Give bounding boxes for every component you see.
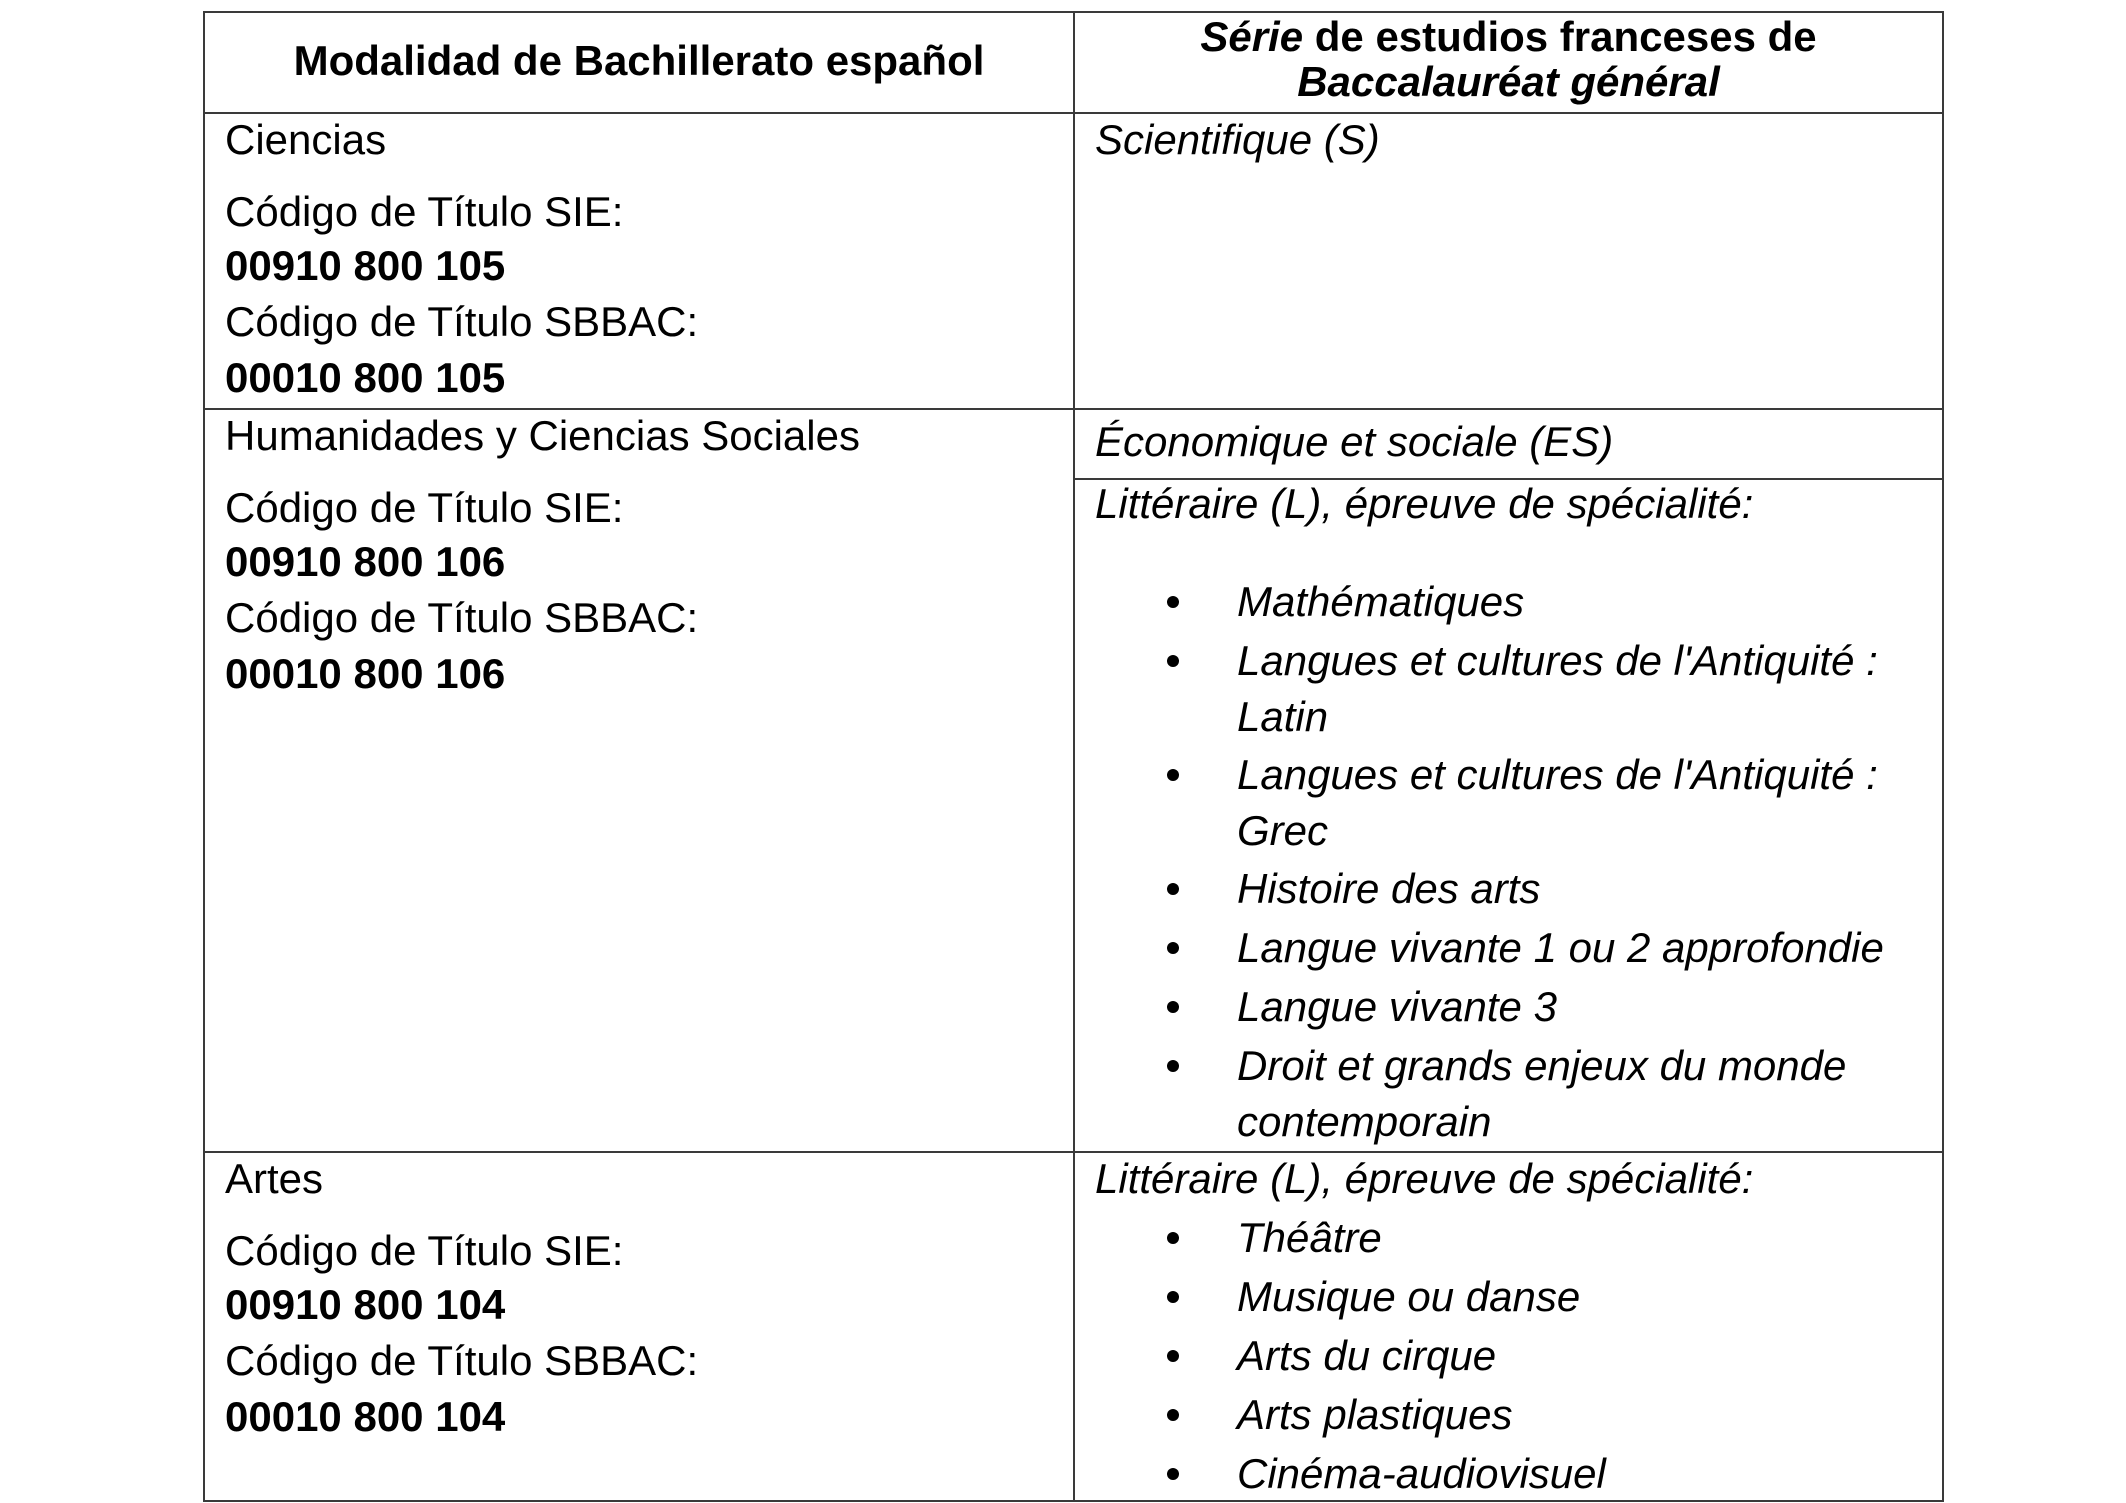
sbbac-label: Código de Título SBBAC: [225,594,699,641]
bullet-icon [1167,1409,1179,1421]
sie-code: 00910 800 105 [225,242,506,289]
series-title: Scientifique (S) [1095,116,1380,163]
sbbac-code: 00010 800 104 [225,1393,506,1440]
bullet-icon [1167,1468,1179,1480]
sie-code: 00910 800 106 [225,538,506,585]
bullet-icon [1167,1291,1179,1303]
list-item: Langue vivante 3 [1237,983,1557,1030]
list-item-continuation: contemporain [1237,1098,1492,1145]
series-title-l: Littéraire (L), épreuve de spécialité: [1095,480,1754,527]
bullet-icon [1167,942,1179,954]
bullet-icon [1167,596,1179,608]
sbbac-label: Código de Título SBBAC: [225,298,699,345]
sbbac-code: 00010 800 106 [225,650,506,697]
series-title-es: Économique et sociale (ES) [1095,418,1614,465]
header-serie-italic: Série [1200,13,1304,60]
table-left-border [203,11,205,1502]
list-item: Mathématiques [1237,578,1525,625]
sie-code: 00910 800 104 [225,1281,506,1328]
list-item-continuation: Grec [1237,807,1329,854]
column-divider [1073,11,1075,1502]
sie-label: Código de Título SIE: [225,484,624,531]
sbbac-code: 00010 800 105 [225,354,506,401]
list-item: Arts plastiques [1237,1391,1513,1438]
list-item: Langues et cultures de l'Antiquité : [1237,637,1878,684]
bullet-icon [1167,1350,1179,1362]
bullet-icon [1167,1001,1179,1013]
sbbac-label: Código de Título SBBAC: [225,1337,699,1384]
header-baccalaureat: Baccalauréat général [1297,58,1720,105]
list-item: Droit et grands enjeux du monde [1237,1042,1847,1089]
list-item: Cinéma-audiovisuel [1237,1450,1606,1497]
modalidad-name: Ciencias [225,116,387,163]
sie-label: Código de Título SIE: [225,1227,624,1274]
bullet-icon [1167,1060,1179,1072]
list-item-continuation: Latin [1237,693,1329,740]
bullet-icon [1167,1232,1179,1244]
header-modalidad-text: Modalidad de Bachillerato español [293,37,985,84]
bullet-icon [1167,883,1179,895]
bullet-icon [1167,655,1179,667]
bullet-icon [1167,769,1179,781]
list-item: Musique ou danse [1237,1273,1581,1320]
sie-label: Código de Título SIE: [225,188,624,235]
header-serie-plain: de estudios franceses de [1303,13,1817,60]
list-item: Langue vivante 1 ou 2 approfondie [1237,924,1884,971]
list-item: Langues et cultures de l'Antiquité : [1237,751,1878,798]
series-title: Littéraire (L), épreuve de spécialité: [1095,1155,1754,1202]
list-item: Théâtre [1237,1214,1382,1261]
list-item: Arts du cirque [1237,1332,1497,1379]
table-right-border [1942,11,1944,1502]
header-serie [1075,14,1942,104]
modalidad-name: Humanidades y Ciencias Sociales [225,412,860,459]
list-item: Histoire des arts [1237,865,1541,912]
modalidad-name: Artes [225,1155,324,1202]
header-modalidad [205,38,1073,83]
